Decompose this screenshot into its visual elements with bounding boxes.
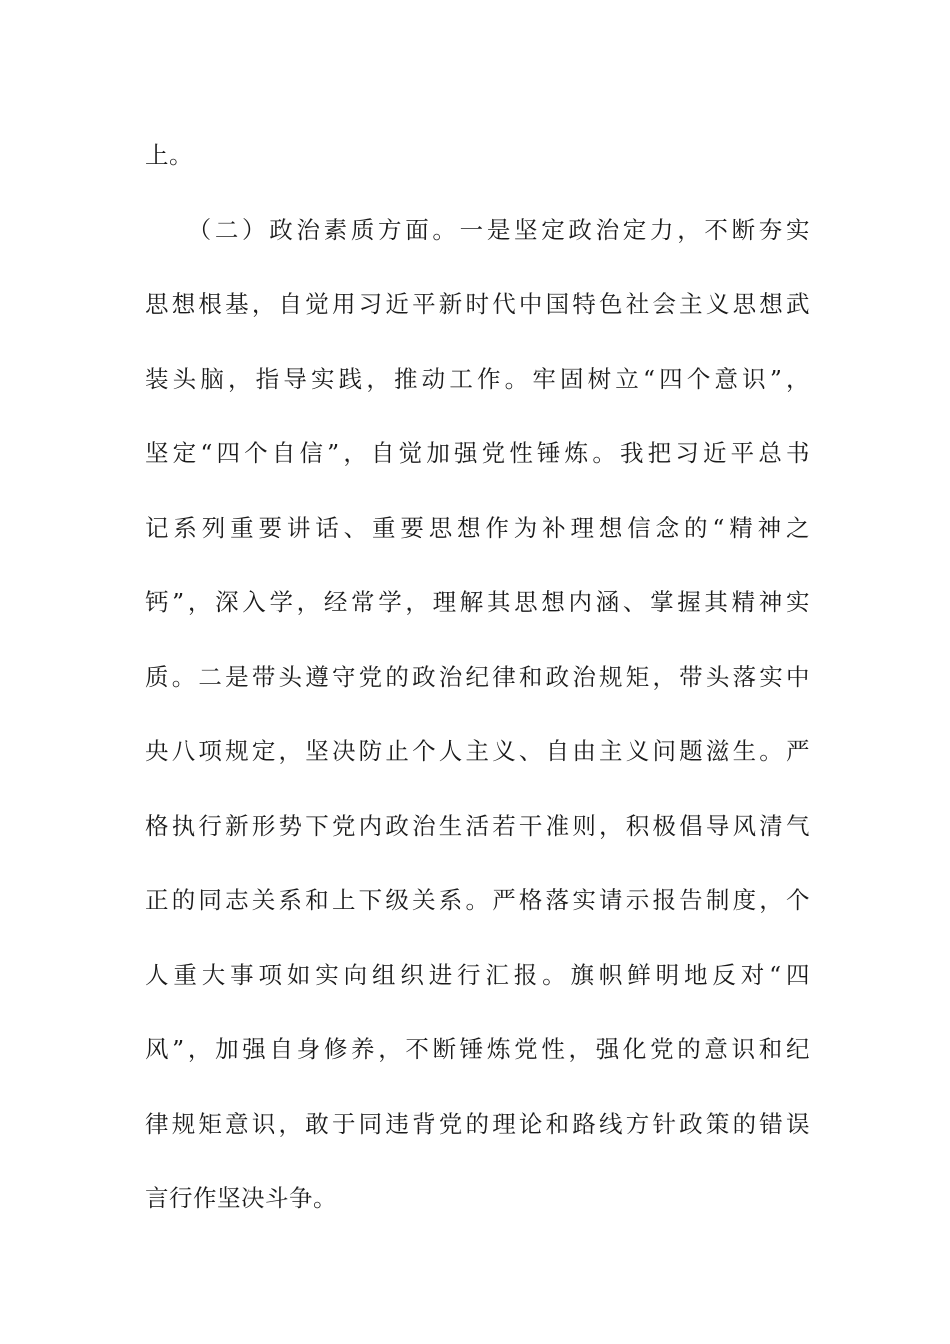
text-line: 言行作坚决斗争。 [145,1184,337,1212]
text-line: 装头脑，指导实践，推动工作。牢固树立“四个意识”， [145,364,810,393]
text-line: 质。二是带头遵守党的政治纪律和政治规矩，带头落实中 [145,662,810,691]
body-text [145,118,810,1236]
text-line: 律规矩意识，敢于同违背党的理论和路线方针政策的错误 [145,1109,810,1138]
text-line: 钙”，深入学，经常学，理解其思想内涵、掌握其精神实 [145,588,810,616]
text-line: 风”，加强自身修养，不断锤炼党性，强化党的意识和纪 [145,1035,810,1063]
text-line: 人重大事项如实向组织进行汇报。旗帜鲜明地反对“四 [145,960,810,989]
text-line: 坚定“四个自信”，自觉加强党性锤炼。我把习近平总书 [145,439,810,467]
text-line: 记系列重要讲话、重要思想作为补理想信念的“精神之 [145,513,810,542]
text-line: （二）政治素质方面。一是坚定政治定力，不断夯实 [145,215,810,244]
text-line: 上。 [145,141,193,169]
text-line: 格执行新形势下党内政治生活若干准则，积极倡导风清气 [145,811,810,840]
text-line: 央八项规定，坚决防止个人主义、自由主义问题滋生。严 [145,737,810,765]
text-line: 思想根基，自觉用习近平新时代中国特色社会主义思想武 [145,290,810,318]
text-line: 正的同志关系和上下级关系。严格落实请示报告制度，个 [145,886,810,914]
